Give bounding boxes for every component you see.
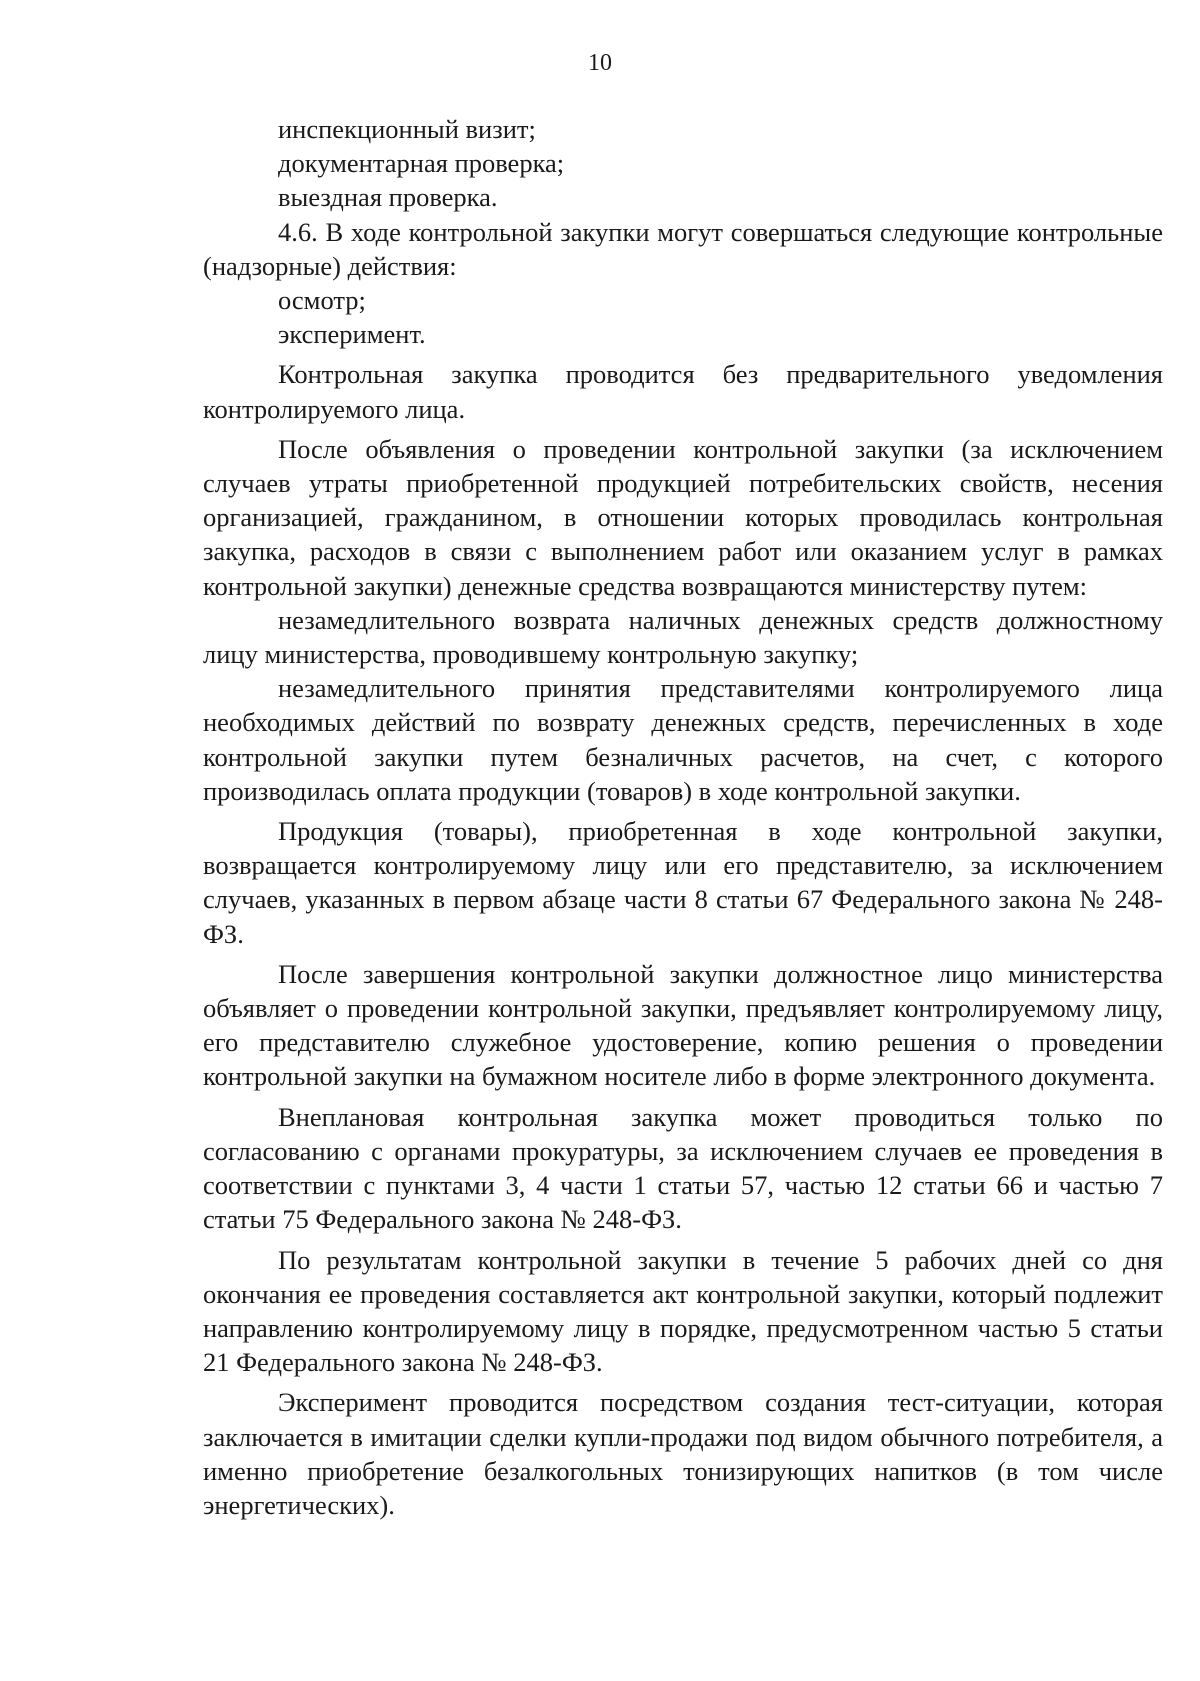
paragraph-13: Внеплановая контрольная закупка может проводиться только по согласованию с органами прокуратуры, за исключением случаев ее проведения в соответствии с пунктами 3, 4 части 1 статьи 57, частью 12 статьи 66 и частью 7 статьи 75 Федерального закона № 248-ФЗ. bbox=[203, 1101, 1163, 1235]
paragraph-15: Эксперимент проводится посредством создания тест-ситуации, которая заключается в имитации сделки купли-продажи под видом обычного потребителя, а именно приобретение безалкогольных тонизирующих напитков (в том числе энергетических). bbox=[203, 1387, 1163, 1520]
paragraph-5: осмотр; bbox=[278, 285, 366, 316]
paragraph-9: незамедлительного возврата наличных денежных средств должностному лицу министерства, проводившему контрольную закупку; bbox=[203, 604, 1163, 670]
paragraph-8: После объявления о проведении контрольной закупки (за исключением случаев утраты приобретенной продукцией потребительских свойств, несения организацией, гражданином, в отношении которых проводилась контрольная закупка, расходов в связи с выполнением работ или оказанием услуг в рамках контрольной закупки) денежные средства возвращаются министерству путем: bbox=[203, 433, 1163, 601]
paragraph-10: незамедлительного принятия представителями контролируемого лица необходимых действий по возврату денежных средств, перечисленных в ходе контрольной закупки путем безналичных расчетов, на счет, с которого производилась оплата продукции (товаров) в ходе контрольной закупки. bbox=[203, 673, 1163, 806]
paragraph-3: выездная проверка. bbox=[278, 182, 498, 213]
document-body bbox=[203, 112, 1163, 1522]
paragraph-12: После завершения контрольной закупки должностное лицо министерства объявляет о проведении контрольной закупки, предъявляет контролируемому лицу, его представителю служебное удостоверение, копию решения о проведении контрольной закупки на бумажном носителе либо в форме электронного документа. bbox=[203, 958, 1163, 1092]
page-number: 10 bbox=[588, 50, 612, 76]
paragraph-2: документарная проверка; bbox=[278, 148, 565, 179]
paragraph-1: инспекционный визит; bbox=[278, 114, 536, 144]
paragraph-4: 4.6. В ходе контрольной закупки могут совершаться следующие контрольные (надзорные) действия: bbox=[203, 216, 1163, 281]
paragraph-7: Контрольная закупка проводится без предварительного уведомления контролируемого лица. bbox=[203, 359, 1163, 424]
paragraph-14: По результатам контрольной закупки в течение 5 рабочих дней со дня окончания ее проведения составляется акт контрольной закупки, который подлежит направлению контролируемому лицу в порядке, предусмотренном частью 5 статьи 21 Федерального закона № 248-ФЗ. bbox=[203, 1244, 1163, 1378]
paragraph-11: Продукция (товары), приобретенная в ходе контрольной закупки, возвращается контролируемому лицу или его представителю, за исключением случаев, указанных в первом абзаце части 8 статьи 67 Федерального закона № 248-ФЗ. bbox=[203, 816, 1163, 949]
paragraph-6: эксперимент. bbox=[278, 319, 426, 350]
